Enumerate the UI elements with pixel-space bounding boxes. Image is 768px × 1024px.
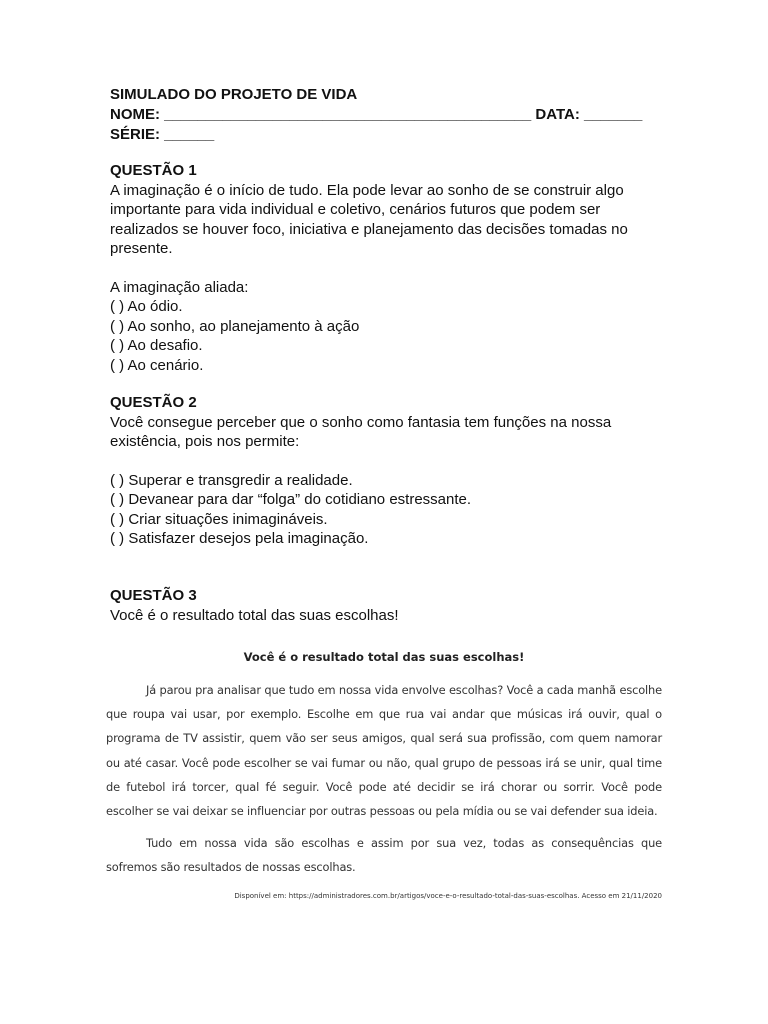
document-header [110, 85, 670, 145]
question-1-text: A imaginação é o início de tudo. Ela pode levar ao sonho de se construir algo importante para vida individual e coletivo, cenários futuros que podem ser realizados se houver foco, iniciativa e planejamento das decisões tomadas no presente. [110, 181, 628, 257]
question-3 [110, 586, 670, 625]
question-2-title: QUESTÃO 2 [110, 394, 197, 411]
question-2 [110, 393, 670, 549]
excerpt-image [106, 650, 662, 900]
excerpt-source: Disponível em: https://administradores.com.br/artigos/voce-e-o-resultado-total-das-suas-escolhas. Acesso em 21/11/2020 [234, 891, 662, 900]
question-2-option[interactable]: ( ) Devanear para dar “folga” do cotidiano estressante. [110, 491, 472, 508]
question-2-text: Você consegue perceber que o sonho como fantasia tem funções na nossa existência, pois nos permite: [110, 413, 612, 450]
excerpt-title: Você é o resultado total das suas escolhas! [243, 650, 525, 664]
question-1-prompt: A imaginação aliada: [110, 278, 249, 296]
question-2-option[interactable]: ( ) Satisfazer desejos pela imaginação. [110, 530, 369, 547]
question-1-option[interactable]: ( ) Ao ódio. [110, 298, 183, 315]
question-1-option[interactable]: ( ) Ao desafio. [110, 337, 203, 354]
question-1-title: QUESTÃO 1 [110, 162, 197, 179]
question-1-option[interactable]: ( ) Ao cenário. [110, 356, 204, 374]
name-date-line: NOME: ____________________________________________ DATA: _______ [110, 106, 643, 123]
serie-line: SÉRIE: ______ [110, 126, 215, 143]
question-3-text: Você é o resultado total das suas escolhas! [110, 606, 399, 624]
question-2-option[interactable]: ( ) Criar situações inimagináveis. [110, 510, 328, 528]
document-title: SIMULADO DO PROJETO DE VIDA [110, 86, 358, 103]
excerpt-paragraph: Já parou pra analisar que tudo em nossa vida envolve escolhas? Você a cada manhã escolhe que roupa vai usar, por exemplo. Escolhe em que rua vai andar que músicas irá ouvir, qual o programa de TV assistir, quem vão ser seus amigos, qual será sua profissão, com quem namorar ou até casar. Você pode escolher se vai fumar ou não, qual grupo de pessoas irá se unir, qual time de futebol irá torcer, qual fé seguir. Você pode até decidir se irá chorar ou sorrir. Você pode escolher se vai deixar se influenciar por outras pessoas ou pela mídia ou se vai defender sua ideia. [106, 683, 662, 819]
question-1-option[interactable]: ( ) Ao sonho, ao planejamento à ação [110, 317, 360, 335]
question-1 [110, 161, 670, 375]
question-3-title: QUESTÃO 3 [110, 587, 197, 604]
excerpt-paragraph: Tudo em nossa vida são escolhas e assim por sua vez, todas as consequências que sofremos são resultados de nossas escolhas. [106, 836, 662, 875]
question-2-option[interactable]: ( ) Superar e transgredir a realidade. [110, 471, 353, 489]
